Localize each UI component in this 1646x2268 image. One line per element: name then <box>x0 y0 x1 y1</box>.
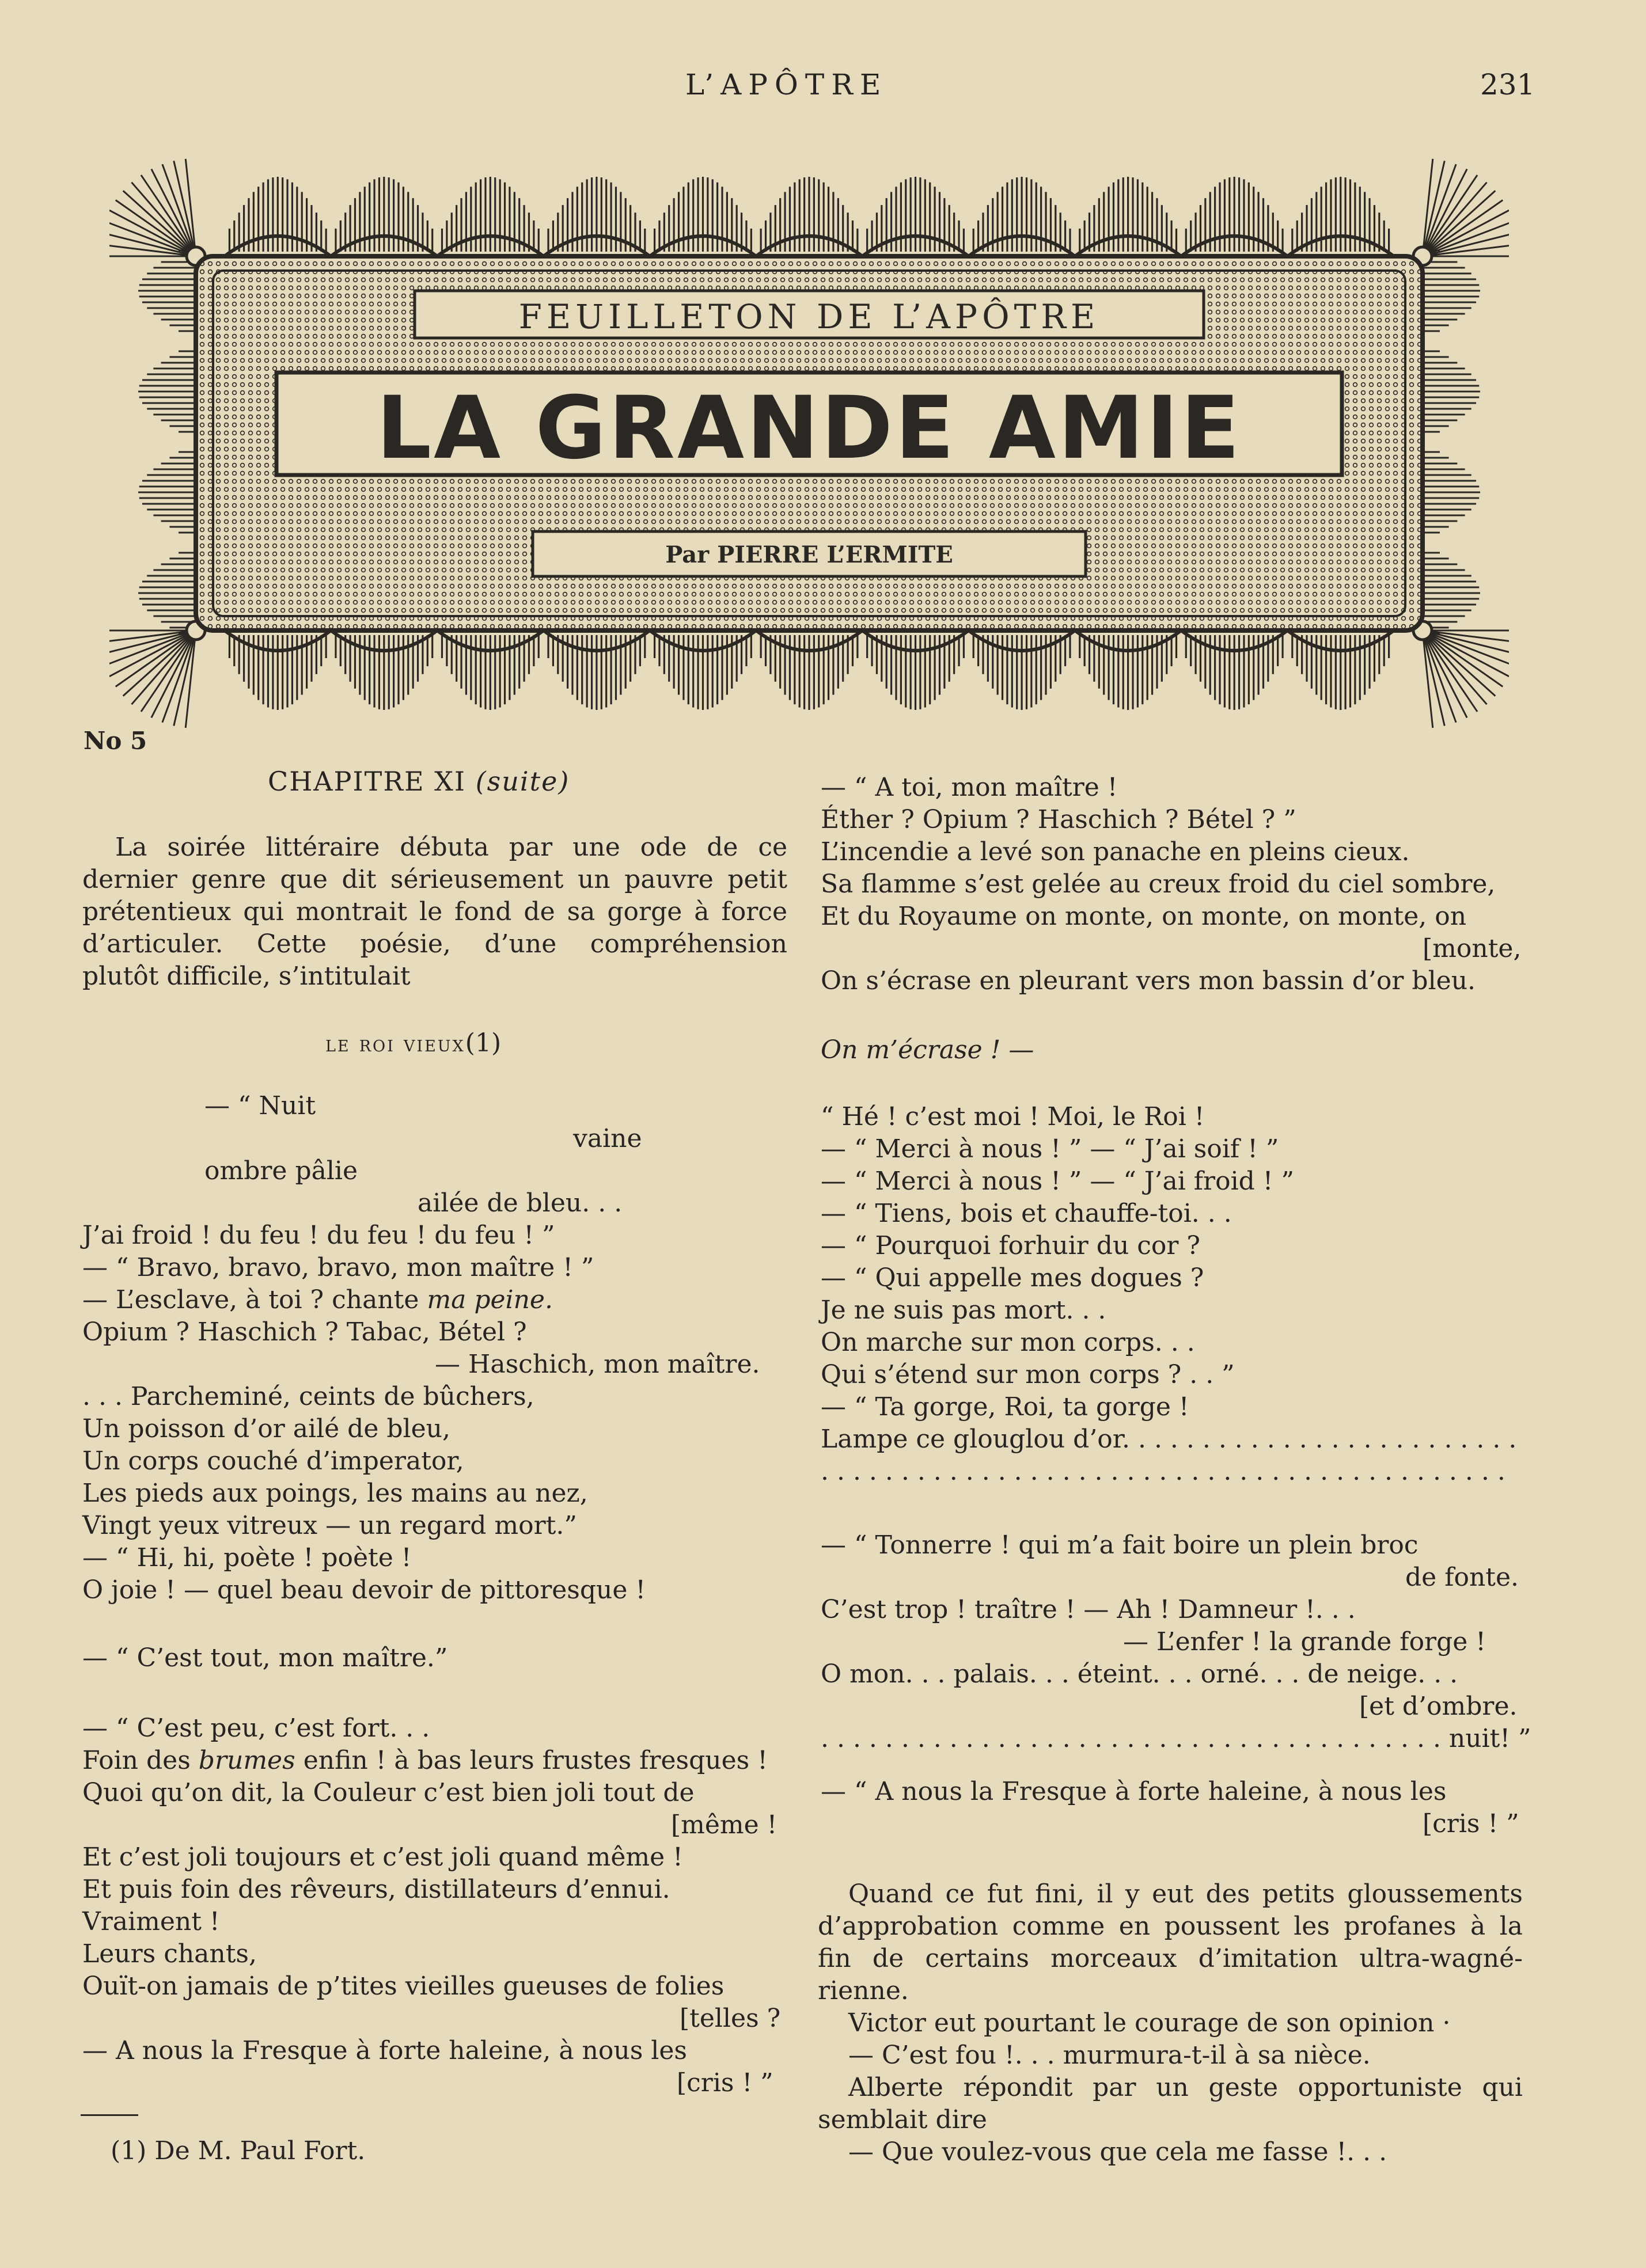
fringe-stroke <box>174 161 196 256</box>
poem-line: L’incendie a levé son panache en pleins cieux. <box>821 837 1410 867</box>
closing-line: rienne. <box>818 1976 909 2005</box>
poem-line: . . . . . . . . . . . . . . . . . . . . . . . . . . . . . . . . . . . . . . . . . . . <box>821 1457 1505 1486</box>
fringe-stroke <box>1423 161 1444 256</box>
masthead-ornament <box>109 147 1509 740</box>
poem-line: — “ A toi, mon maître ! <box>821 773 1118 802</box>
intro-line: plutôt difficile, s’intitulait <box>82 962 411 991</box>
poem-line: . . . Parcheminé, ceints de bûchers, <box>82 1382 534 1411</box>
feuilleton-title: LA GRANDE AMIE <box>376 378 1242 478</box>
poem-line: — “ Qui appelle mes dogues ? <box>821 1263 1204 1293</box>
intro-line: La soirée littéraire débuta par une ode de ce <box>115 833 787 862</box>
poem-line: Et du Royaume on monte, on monte, on monte, on <box>821 902 1467 931</box>
closing-line: d’approbation comme en poussent les profanes à la <box>818 1912 1523 1941</box>
closing-line: Alberte répondit par un geste opportuniste qui <box>848 2073 1523 2102</box>
closing-line: — Que voulez-vous que cela me fasse !. . . <box>848 2137 1387 2167</box>
poem-line: Qui s’étend sur mon corps ? . . ” <box>821 1360 1235 1389</box>
page-number: 231 <box>1480 68 1535 101</box>
poem-line <box>82 1284 553 1316</box>
byline: Par PIERRE L’ERMITE <box>665 541 953 568</box>
poem-line: — “ Pourquoi forhuir du cor ? <box>821 1231 1201 1260</box>
poem-italic: ma peine. <box>427 1285 553 1315</box>
poem-line: — “ Merci à nous ! ” — “ J’ai froid ! ” <box>821 1167 1294 1196</box>
poem-line: — “ Hi, hi, poète ! poète ! <box>82 1543 412 1572</box>
footnote: (1) De M. Paul Fort. <box>111 2136 366 2166</box>
poem-line: Leurs chants, <box>82 1939 257 1969</box>
poem-line: ombre pâlie <box>204 1156 358 1186</box>
poem-line: — “ C’est tout, mon maître.” <box>82 1643 448 1673</box>
poem-text: — L’esclave, à toi ? chante <box>82 1285 419 1315</box>
series-title: FEUILLETON DE L’APÔTRE <box>518 297 1100 336</box>
poem-line: Lampe ce glouglou d’or. . . . . . . . . . . . . . . . . . . . . . . . . <box>821 1424 1517 1454</box>
poem-line: — “ Tiens, bois et chauffe-toi. . . <box>821 1199 1232 1228</box>
footnote-ref: (1) <box>465 1028 502 1058</box>
poem-line: [cris ! ” <box>1423 1809 1519 1838</box>
poem-line: vaine <box>573 1124 642 1153</box>
poem-line: Sa flamme s’est gelée au creux froid du ciel sombre, <box>821 869 1496 899</box>
poem-title <box>325 1028 501 1058</box>
closing-line: — C’est fou !. . . murmura-t-il à sa nièce. <box>848 2041 1371 2070</box>
poem-line: Vingt yeux vitreux — un regard mort.” <box>82 1511 577 1540</box>
poem-line: [même ! <box>671 1810 778 1840</box>
poem-line: On m’écrase ! — <box>821 1035 1034 1065</box>
closing-line: Quand ce fut fini, il y eut des petits gloussements <box>848 1879 1523 1909</box>
intro-line: d’articuler. Cette poésie, d’une compréhension <box>82 929 787 959</box>
poem-line: Éther ? Opium ? Haschich ? Bétel ? ” <box>821 805 1296 834</box>
poem-italic: brumes <box>198 1746 295 1775</box>
fringe-stroke <box>174 630 196 726</box>
issue-number: No 5 <box>84 727 147 755</box>
poem-line: Je ne suis pas mort. . . <box>821 1296 1106 1325</box>
chapter-suffix: (suite) <box>475 766 570 797</box>
poem-line: [cris ! ” <box>677 2068 773 2098</box>
poem-line: Et c’est joli toujours et c’est joli quand même ! <box>82 1842 683 1872</box>
poem-line: C’est trop ! traître ! — Ah ! Damneur !. . . <box>821 1595 1356 1624</box>
running-title: L’APÔTRE <box>685 68 888 101</box>
poem-line: Vraiment ! <box>82 1907 220 1936</box>
poem-line: Et puis foin des rêveurs, distillateurs d’ennui. <box>82 1875 670 1904</box>
poem-line: ailée de bleu. . . <box>418 1188 623 1218</box>
closing-line: semblait dire <box>818 2105 987 2134</box>
poem-line: On s’écrase en pleurant vers mon bassin d’or bleu. <box>821 966 1476 996</box>
poem-text: enfin ! à bas leurs frustes fresques ! <box>303 1746 768 1775</box>
poem-line: Ouït-on jamais de p’tites vieilles gueuses de folies <box>82 1971 725 2001</box>
poem-line: “ Hé ! c’est moi ! Moi, le Roi ! <box>821 1102 1205 1131</box>
poem-line <box>82 1745 768 1777</box>
poem-line: — “ Merci à nous ! ” — “ J’ai soif ! ” <box>821 1134 1279 1164</box>
poem-line: — “ C’est peu, c’est fort. . . <box>82 1714 430 1743</box>
poem-line: [monte, <box>1423 934 1522 963</box>
poem-line: O mon. . . palais. . . éteint. . . orné. . . de neige. . . <box>821 1659 1458 1689</box>
footnote-rule <box>81 2114 138 2116</box>
poem-line: — “ A nous la Fresque à forte haleine, à nous les <box>821 1777 1447 1806</box>
poem-line: O joie ! — quel beau devoir de pittoresque ! <box>82 1575 646 1605</box>
intro-line: dernier genre que dit sérieusement un pauvre petit <box>82 865 787 894</box>
intro-line: prétentieux qui montrait le fond de sa gorge à force <box>82 897 787 926</box>
poem-line: J’ai froid ! du feu ! du feu ! du feu ! ” <box>82 1221 555 1250</box>
closing-line: Victor eut pourtant le courage de son opinion · <box>848 2008 1451 2038</box>
poem-line: Quoi qu’on dit, la Couleur c’est bien joli tout de <box>82 1778 695 1807</box>
poem-line: Un corps couché d’imperator, <box>82 1446 464 1476</box>
poem-line: [et d’ombre. <box>1359 1692 1518 1721</box>
fringe-stroke <box>1423 630 1444 726</box>
poem-title-text: le roi vieux <box>325 1031 465 1057</box>
chapter-heading <box>268 766 570 797</box>
poem-line: — “ Ta gorge, Roi, ta gorge ! <box>821 1392 1189 1422</box>
poem-line: Un poisson d’or ailé de bleu, <box>82 1414 450 1443</box>
poem-line: — A nous la Fresque à forte haleine, à nous les <box>82 2036 687 2065</box>
poem-text: Foin des <box>82 1746 191 1775</box>
poem-line: On marche sur mon corps. . . <box>821 1328 1195 1357</box>
poem-line: — Haschich, mon maître. <box>435 1350 760 1379</box>
poem-line: Les pieds aux poings, les mains au nez, <box>82 1479 588 1508</box>
poem-line: [telles ? <box>680 2004 781 2033</box>
poem-line: — “ Bravo, bravo, bravo, mon maître ! ” <box>82 1253 594 1282</box>
chapter-title: CHAPITRE XI <box>268 766 467 797</box>
closing-line: fin de certains morceaux d’imitation ultra-wagné- <box>818 1944 1523 1973</box>
poem-line: — “ Nuit <box>204 1091 316 1120</box>
poem-line: — L’enfer ! la grande forge ! <box>1123 1627 1486 1657</box>
poem-line: Opium ? Haschich ? Tabac, Bétel ? <box>82 1317 527 1347</box>
poem-line: . . . . . . . . . . . . . . . . . . . . . . . . . . . . . . . . . . . . . . . nuit! ” <box>821 1724 1531 1753</box>
poem-line: — “ Tonnerre ! qui m’a fait boire un plein broc <box>821 1530 1419 1560</box>
poem-line: de fonte. <box>1405 1563 1519 1592</box>
